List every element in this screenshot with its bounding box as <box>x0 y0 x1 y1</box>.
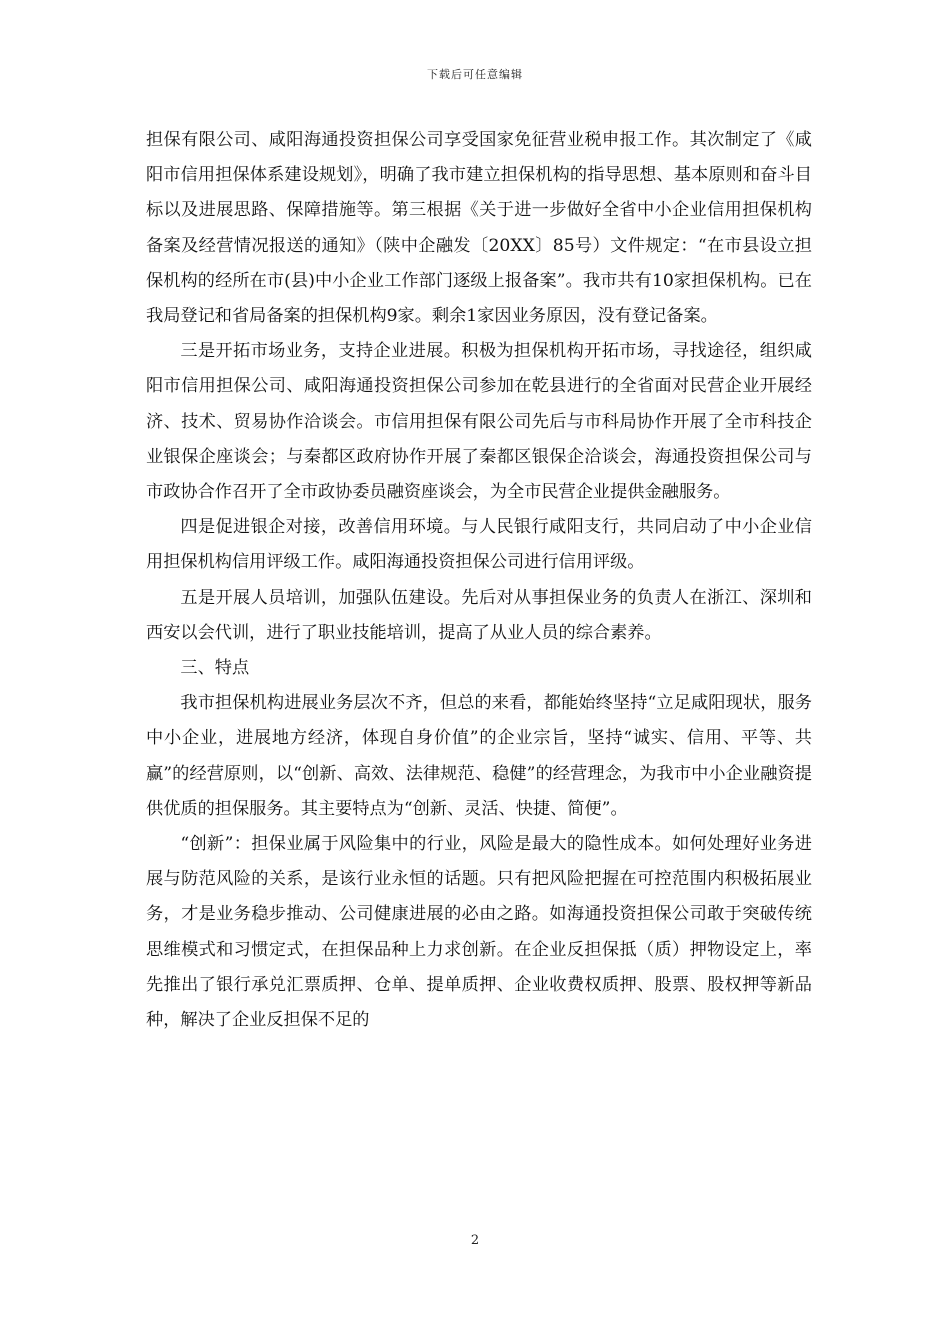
paragraph-features-summary: 我市担保机构进展业务层次不齐，但总的来看，都能始终坚持“立足咸阳现状，服务中小企业，进展地方经济，体现自身价值”的企业宗旨，坚持“诚实、信用、平等、共赢”的经营原则，以“创新、高效、法律规范、稳健”的经营理念，为我市中小企业融资提供优质的担保服务。其主要特点为“创新、灵活、快捷、简便”。 <box>146 693 812 819</box>
page-header-note: 下载后可任意编辑 <box>427 68 523 81</box>
page-number: 2 <box>470 1233 480 1248</box>
paragraph-market-expansion: 三是开拓市场业务，支持企业进展。积极为担保机构开拓市场，寻找途径，组织咸阳市信用担保公司、咸阳海通投资担保公司参加在乾县进行的全省面对民营企业开展经济、技术、贸易协作洽谈会。市信用担保有限公司先后与市科局协作开展了全市科技企业银保企座谈会；与秦都区政府协作开展了秦都区银保企洽谈会，海通投资担保公司与市政协合作召开了全市政协委员融资座谈会，为全市民营企业提供金融服务。 <box>146 341 812 503</box>
paragraph-innovation: “创新”：担保业属于风险集中的行业，风险是最大的隐性成本。如何处理好业务进展与防范风险的关系，是该行业永恒的话题。只有把风险把握在可控范围内积极拓展业务，才是业务稳步推动、公司健康进展的必由之路。如海通投资担保公司敢于突破传统思维模式和习惯定式，在担保品种上力求创新。在企业反担保抵（质）押物设定上，率先推出了银行承兑汇票质押、仓单、提单质押、企业收费权质押、股票、股权押等新品种，解决了企业反担保不足的 <box>146 834 812 1031</box>
paragraph-bank-enterprise: 四是促进银企对接，改善信用环境。与人民银行咸阳支行，共同启动了中小企业信用担保机构信用评级工作。咸阳海通投资担保公司进行信用评级。 <box>146 517 812 573</box>
document-body <box>146 123 812 1038</box>
paragraph-staff-training: 五是开展人员培训，加强队伍建设。先后对从事担保业务的负责人在浙江、深圳和西安以会代训，进行了职业技能培训，提高了从业人员的综合素养。 <box>146 587 812 643</box>
paragraph-continued: 担保有限公司、咸阳海通投资担保公司享受国家免征营业税申报工作。其次制定了《咸阳市信用担保体系建设规划》，明确了我市建立担保机构的指导思想、基本原则和奋斗目标以及进展思路、保障措施等。第三根据《关于进一步做好全省中小企业信用担保机构备案及经营情况报送的通知》（陕中企融发〔20XX〕85号）文件规定：“在市县设立担保机构的经所在市(县)中小企业工作部门逐级上报备案”。我市共有10家担保机构。已在我局登记和省局备案的担保机构9家。剩余1家因业务原因，没有登记备案。 <box>146 130 812 327</box>
section-heading-features: 三、特点 <box>180 658 250 679</box>
